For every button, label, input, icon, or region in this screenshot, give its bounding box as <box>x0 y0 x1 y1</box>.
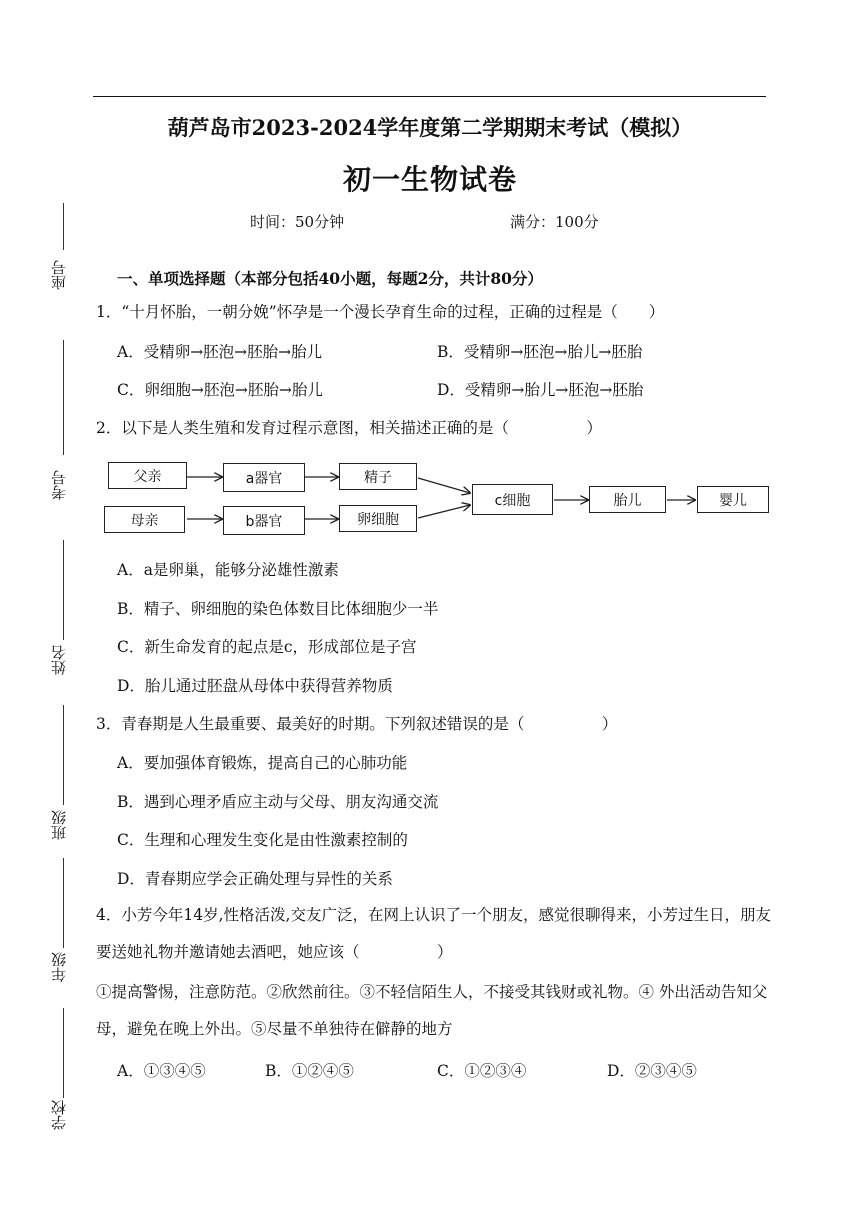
q3-option-b: B．遇到心理矛盾应主动与父母、朋友沟通交流 <box>117 793 439 811</box>
q4-option-b: B．①②④⑤ <box>265 1062 354 1080</box>
q4-option-c: C．①②③④ <box>437 1062 527 1080</box>
grade-label: 年级 <box>50 952 68 982</box>
q2-option-a: A．a是卵巢，能够分泌雄性激素 <box>117 561 339 579</box>
q2-option-b: B．精子、卵细胞的染色体数目比体细胞少一半 <box>117 600 439 618</box>
box-mother: 母亲 <box>104 506 185 533</box>
class-label: 班级 <box>50 810 68 840</box>
exam-score: 满分：100分 <box>510 213 599 231</box>
q4-option-a: A．①③④⑤ <box>117 1062 206 1080</box>
exam-time: 时间：50分钟 <box>250 213 345 231</box>
q4-stem: 4．小芳今年14岁,性格活泼,交友广泛，在网上认识了一个朋友，感觉很聊得来，小芳过生日，朋友要送她礼物并邀请她去酒吧，她应该（ ） <box>96 906 771 961</box>
section-heading: 一、单项选择题（本部分包括40小题，每题2分，共计80分） <box>117 269 543 288</box>
q1-option-c: C．卵细胞→胚泡→胚胎→胎儿 <box>117 381 323 399</box>
exam-title: 葫芦岛市2023-2024学年度第二学期期末考试（模拟） <box>167 115 693 140</box>
q3-option-a: A．要加强体育锻炼，提高自己的心肺功能 <box>117 754 408 772</box>
q1-stem: 1．“十月怀胎，一朝分娩”怀孕是一个漫长孕育生命的过程，正确的过程是（ ） <box>96 303 665 321</box>
q2-option-d: D．胎儿通过胚盘从母体中获得营养物质 <box>117 677 393 695</box>
box-egg: 卵细胞 <box>339 505 417 532</box>
box-organ-a: a器官 <box>223 463 305 492</box>
seat-label: 座号 <box>50 260 68 290</box>
q2-option-c: C．新生命发育的起点是c，形成部位是子宫 <box>117 638 417 656</box>
q1-option-d: D．受精卵→胎儿→胚泡→胚胎 <box>437 381 644 399</box>
exam-no-label: 考号 <box>50 470 68 500</box>
box-fetus: 胎儿 <box>589 486 666 513</box>
q3-option-d: D．青春期应学会正确处理与异性的关系 <box>117 870 393 888</box>
exam-subtitle: 初一生物试卷 <box>342 163 517 196</box>
school-label: 学校 <box>50 1100 68 1130</box>
q3-option-c: C．生理和心理发生变化是由性激素控制的 <box>117 831 408 849</box>
box-cell-c: c细胞 <box>472 484 553 515</box>
q4-option-d: D．②③④⑤ <box>607 1062 697 1080</box>
box-baby: 婴儿 <box>697 486 769 513</box>
box-sperm: 精子 <box>339 463 417 490</box>
q1-option-a: A．受精卵→胚泡→胚胎→胎儿 <box>117 343 323 361</box>
name-label: 姓名 <box>50 645 68 675</box>
q2-stem: 2．以下是人类生殖和发育过程示意图，相关描述正确的是（ ） <box>96 419 602 437</box>
box-father: 父亲 <box>108 462 187 489</box>
q3-stem: 3．青春期是人生最重要、最美好的时期。下列叙述错误的是（ ） <box>96 715 618 733</box>
q4-items: ①提高警惕，注意防范。②欣然前往。③不轻信陌生人，不接受其钱财或礼物。④ 外出活动告知父母，避免在晚上外出。⑤尽量不单独待在僻静的地方 <box>96 983 768 1038</box>
q1-option-b: B．受精卵→胚泡→胎儿→胚胎 <box>437 343 643 361</box>
box-organ-b: b器官 <box>223 506 305 535</box>
